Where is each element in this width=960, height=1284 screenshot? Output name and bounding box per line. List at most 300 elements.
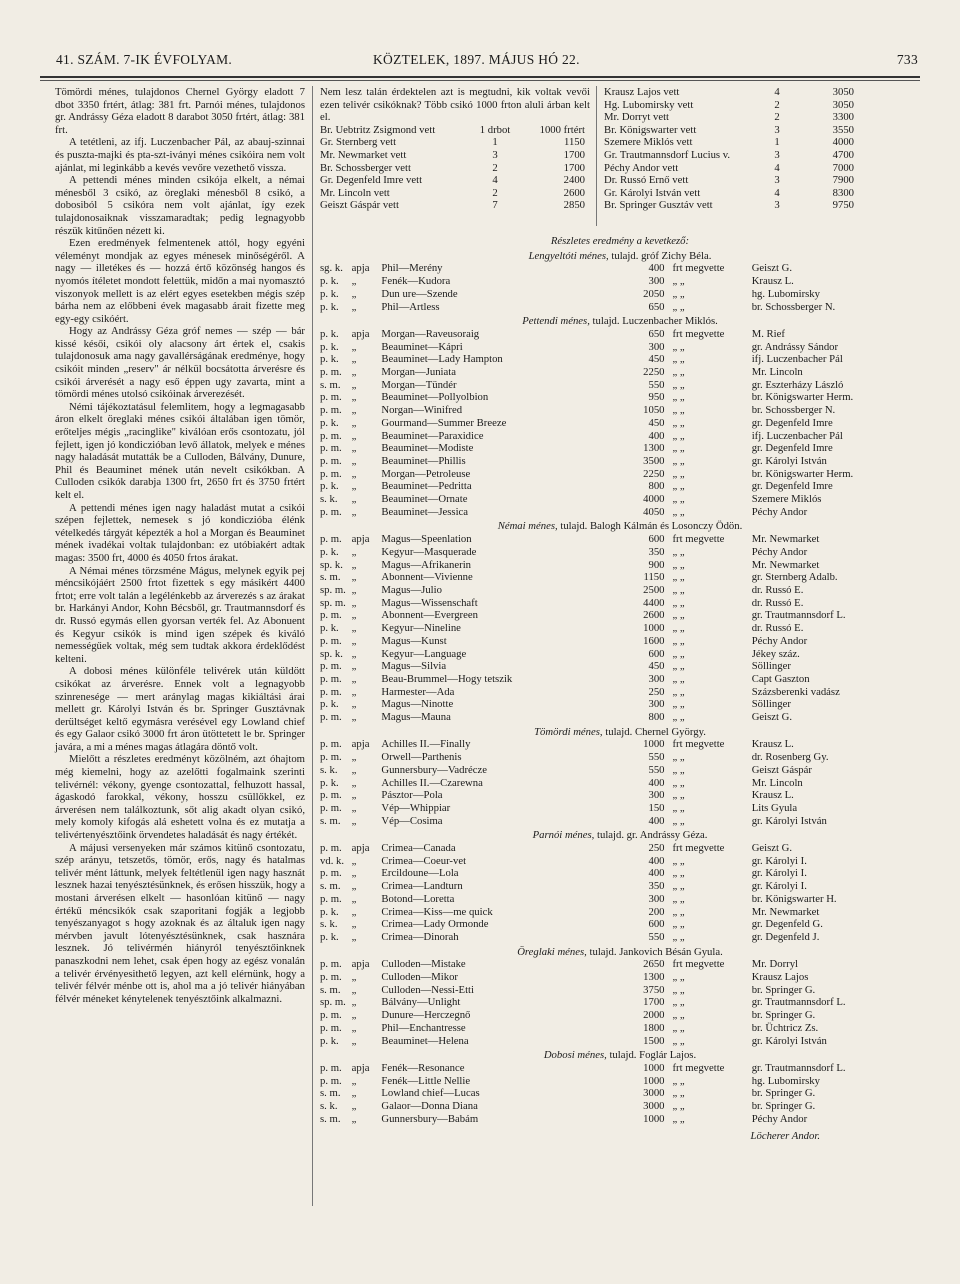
sale-sire-label: „ xyxy=(351,647,357,660)
sale-sire-label: „ xyxy=(351,698,357,711)
buyer-row xyxy=(320,149,590,162)
header-rule xyxy=(40,76,920,78)
sale-unit: „ „ xyxy=(672,391,685,404)
stud-name: Lengyeltóti ménes, xyxy=(528,249,609,262)
sale-row xyxy=(320,789,920,802)
sale-sire-label: „ xyxy=(351,558,357,571)
article-paragraph: Tömördi ménes, tulajdonos Chernel György eladott 7 dbot 3350 frtért, átlag: 381 frt. Parnói ménes, tulajdonos gr. Andrássy Géza eladott 8 darabot 3050 frtért, átlag: 381 frt. xyxy=(55,86,305,136)
sale-sex: p. m. xyxy=(320,1021,342,1034)
sale-horse: Beauminet—Ornate xyxy=(381,493,468,506)
sale-sex: p. m. xyxy=(320,892,342,905)
buyer-row xyxy=(320,136,590,149)
sale-buyer: Mr. Lincoln xyxy=(751,366,803,379)
sale-sex: s. m. xyxy=(320,378,341,391)
sale-horse: Morgan—Tündér xyxy=(381,378,457,391)
buyer-name: Hg. Lubomirsky vett xyxy=(604,98,694,111)
buyer-name: Geiszt Gáspár vett xyxy=(320,199,399,212)
sale-unit: „ „ xyxy=(672,776,685,789)
sale-sire-label: apja xyxy=(351,738,370,751)
sale-horse: Orwell—Parthenis xyxy=(381,751,462,764)
article-paragraph: A pettendi ménes igen nagy haladást mutat a csikói szépen fejlettek, nemesek s jó kondiczióba élénk vételkedés tárgyát képezték a hol a Morgan és Beauminet mének ivadékai voltak tulajdonban: ez utóbiakért adtak magas: 3500 frt, 4000 és 4050 frtos árakat. xyxy=(55,501,305,564)
sale-row xyxy=(320,275,920,288)
sale-sex: p. m. xyxy=(320,1009,342,1022)
sale-horse: Dunure—Herczegnő xyxy=(381,1009,471,1022)
sale-price: 1600 xyxy=(643,634,665,647)
sale-price: 4400 xyxy=(643,596,665,609)
sale-sire-label: „ xyxy=(351,340,357,353)
sale-row xyxy=(320,1087,920,1100)
buyer-total: 4000 xyxy=(832,136,854,149)
sale-unit: „ „ xyxy=(672,545,685,558)
sale-horse: Galaor—Donna Diana xyxy=(381,1100,478,1113)
sale-buyer: Szemere Miklós xyxy=(751,493,822,506)
sale-horse: Morgan—Juniata xyxy=(381,366,456,379)
sale-unit: „ „ xyxy=(672,892,685,905)
sale-sire-label: „ xyxy=(351,609,357,622)
sale-price: 400 xyxy=(648,429,665,442)
sale-sex: p. k. xyxy=(320,545,339,558)
sale-horse: Magus—Silvia xyxy=(381,660,447,673)
sale-unit: „ „ xyxy=(672,996,685,1009)
sale-unit: „ „ xyxy=(672,366,685,379)
sale-horse: Culloden—Mikor xyxy=(381,971,458,984)
sale-row xyxy=(320,533,920,546)
sale-buyer: gr. Károlyi István xyxy=(751,454,827,467)
sale-horse: Kegyur—Nineline xyxy=(381,622,461,635)
sale-row xyxy=(320,698,920,711)
sale-price: 450 xyxy=(648,416,665,429)
sale-price: 400 xyxy=(648,814,665,827)
sale-unit: „ „ xyxy=(672,867,685,880)
sale-row xyxy=(320,391,920,404)
sale-row xyxy=(320,971,920,984)
sale-sex: p. k. xyxy=(320,287,339,300)
buyer-row xyxy=(320,174,590,187)
sale-unit: „ „ xyxy=(672,287,685,300)
section-title xyxy=(320,726,920,739)
stud-sections xyxy=(320,250,920,1126)
buyer-count: 7 xyxy=(492,199,498,212)
sale-sex: s. m. xyxy=(320,983,341,996)
right-buyers-list xyxy=(604,86,864,212)
buyer-name: Mr. Lincoln vett xyxy=(320,186,390,199)
section-title xyxy=(320,250,920,263)
sale-sex: p. k. xyxy=(320,327,339,340)
sale-sire-label: „ xyxy=(351,378,357,391)
sale-horse: Abonnent—Vivienne xyxy=(381,571,473,584)
sale-sex: s. m. xyxy=(320,880,341,893)
sale-sire-label: „ xyxy=(351,454,357,467)
buyer-count: 2 xyxy=(492,161,498,174)
sale-row xyxy=(320,366,920,379)
buyer-row xyxy=(320,162,590,175)
sale-buyer: gr. Trautmannsdorf L. xyxy=(751,609,846,622)
sale-horse: Vép—Cosima xyxy=(381,814,443,827)
buyer-count: 3 xyxy=(774,148,780,161)
sale-sex: s. k. xyxy=(320,918,338,931)
sale-buyer: Geiszt G. xyxy=(751,842,793,855)
buyer-total: 3050 xyxy=(832,98,854,111)
sale-sire-label: „ xyxy=(351,854,357,867)
sale-buyer: Péchy Andor xyxy=(751,505,808,518)
sale-price: 900 xyxy=(648,558,665,571)
sale-price: 400 xyxy=(648,262,665,275)
sale-unit: „ „ xyxy=(672,789,685,802)
article-paragraph: A dobosi ménes különféle telivérek után küldött csikókat az árverésre. Ennek volt a legnagyobb szinrenesége — mert aránylag magas kikiáltási árai mellett gr. Károlyi István és br. Springer Gusztávnak derültséget keltő egymásra verésével egy Lowland chief és egy Galaor csikó 3000 frt áron ütöttetett le br. Springer javára, a mi a ménes magas átlagára döntő volt. xyxy=(55,665,305,753)
sale-unit: „ „ xyxy=(672,596,685,609)
sale-buyer: Jékey száz. xyxy=(751,647,800,660)
buyer-name: Br. Königswarter vett xyxy=(604,123,697,136)
sale-buyer: gr. Károlyi I. xyxy=(751,867,807,880)
sale-sire-label: „ xyxy=(351,1100,357,1113)
sale-row xyxy=(320,341,920,354)
sale-horse: Phil—Artless xyxy=(381,300,440,313)
sale-sex: p. m. xyxy=(320,711,342,724)
sale-unit: „ „ xyxy=(672,1034,685,1047)
sale-price: 4050 xyxy=(643,505,665,518)
buyer-row xyxy=(604,162,864,175)
sale-sex: p. m. xyxy=(320,685,342,698)
article-paragraph: A tetétleni, az ifj. Luczenbacher Pál, az abauj-szinnai és puszta-majki és pta-szt-iványi ménes csikóira nem volt ajánlat, mi leginkább a kevés vevőre vezethető vissza. xyxy=(55,136,305,174)
sale-unit: „ „ xyxy=(672,442,685,455)
section-title xyxy=(320,829,920,842)
sale-horse: Crimea—Lady Ormonde xyxy=(381,918,489,931)
sale-sex: p. m. xyxy=(320,1074,342,1087)
sale-price: 300 xyxy=(648,789,665,802)
buyer-total: 1700 xyxy=(563,148,585,161)
sale-sire-label: „ xyxy=(351,467,357,480)
sale-sex: p. k. xyxy=(320,300,339,313)
sale-row xyxy=(320,559,920,572)
sale-horse: Lowland chief—Lucas xyxy=(381,1087,480,1100)
sale-sire-label: „ xyxy=(351,983,357,996)
buyer-row xyxy=(320,199,590,212)
sale-buyer: br. Üchtricz Zs. xyxy=(751,1021,819,1034)
buyer-count: 3 xyxy=(492,148,498,161)
sale-horse: Magus—Speenlation xyxy=(381,533,472,546)
sale-sire-label: „ xyxy=(351,571,357,584)
sale-unit: „ „ xyxy=(672,647,685,660)
sale-sire-label: „ xyxy=(351,429,357,442)
sale-buyer: dr. Russó E. xyxy=(751,622,804,635)
buyer-row xyxy=(604,111,864,124)
sale-sire-label: „ xyxy=(351,480,357,493)
sale-sire-label: „ xyxy=(351,545,357,558)
sale-horse: Gunnersbury—Babám xyxy=(381,1112,479,1125)
sale-horse: Bálvány—Unlight xyxy=(381,996,461,1009)
article-paragraph: A májusi versenyeken már számos kitünő csontozatu, szép arányu, tetszetős, tömör, erős, nagy és hatalmas telivér mént láttunk, melyek feltétlenül igen nagy hasznát lesznek hazai tenyésztésünknek, és erősen hisszük, hogy a mostani árverésen elkelt — hasonlóan kitünő — nagy értékű méncsikók csak szaporitani fogják a legjobb tenyészanyagot s hogy azoknak és az általuk igen nagy mérvben javult lótenyésztésünknek, csak hasznára lesznek. Jó telivérmén hiányról tenyésztőinknek panaszkodni nem lehet, csak épen hogy az egész vonalán a telivér érvényesithető legyen, azt kell elérnünk, hogy a telivér félvér ménbe ott is, ahol ma a jó telivér hiányában félvér méneket kénytelenek tenyésztőink alkalmazni. xyxy=(55,841,305,1005)
sale-price: 1800 xyxy=(643,1021,665,1034)
buyer-total: 3050 xyxy=(832,86,854,98)
buyer-row xyxy=(604,187,864,200)
sale-sex: p. m. xyxy=(320,391,342,404)
sale-sex: sp. m. xyxy=(320,583,346,596)
sale-sex: p. m. xyxy=(320,505,342,518)
sale-buyer: gr. Degenfeld J. xyxy=(751,930,820,943)
sale-horse: Fenék—Resonance xyxy=(381,1062,465,1074)
left-column-article xyxy=(55,86,305,1005)
sale-sex: p. k. xyxy=(320,353,339,366)
sale-unit: „ „ xyxy=(672,493,685,506)
sale-buyer: gr. Károlyi I. xyxy=(751,854,807,867)
sale-buyer: Krausz L. xyxy=(751,738,794,751)
sale-unit: „ „ xyxy=(672,1074,685,1087)
sale-sire-label: „ xyxy=(351,867,357,880)
sale-sire-label: „ xyxy=(351,1009,357,1022)
sale-row xyxy=(320,673,920,686)
sale-row xyxy=(320,996,920,1009)
sale-row xyxy=(320,262,920,275)
sale-sire-label: apja xyxy=(351,327,370,340)
buyer-total: 7000 xyxy=(832,161,854,174)
sale-horse: Magus—Kunst xyxy=(381,634,447,647)
buyer-name: Gr. Sternberg vett xyxy=(320,136,397,149)
sale-buyer: ifj. Luczenbacher Pál xyxy=(751,429,843,442)
sale-price: 450 xyxy=(648,660,665,673)
sale-price: 400 xyxy=(648,776,665,789)
sale-sire-label: „ xyxy=(351,287,357,300)
publication-date: KÖZTELEK, 1897. MÁJUS HÓ 22. xyxy=(373,52,580,67)
sale-buyer: br. Königswarter Herm. xyxy=(751,391,854,404)
sale-sire-label: „ xyxy=(351,685,357,698)
buyer-count: 3 xyxy=(774,123,780,136)
sale-horse: Achilles II.—Finally xyxy=(381,738,471,751)
sale-sex: p. m. xyxy=(320,751,342,764)
sale-unit: frt megvette xyxy=(672,262,725,275)
sale-price: 2600 xyxy=(643,609,665,622)
sale-sire-label: „ xyxy=(351,996,357,1009)
sale-sex: p. m. xyxy=(320,429,342,442)
sale-unit: „ „ xyxy=(672,571,685,584)
sale-sex: p. m. xyxy=(320,738,342,751)
sale-sire-label: „ xyxy=(351,660,357,673)
section-title xyxy=(320,946,920,959)
sale-row xyxy=(320,404,920,417)
sale-row xyxy=(320,958,920,971)
sale-sire-label: „ xyxy=(351,583,357,596)
buyer-row xyxy=(320,187,590,200)
sale-sex: s. k. xyxy=(320,1100,338,1113)
sale-unit: frt megvette xyxy=(672,738,725,751)
sale-price: 2250 xyxy=(643,467,665,480)
sale-horse: Norgan—Winifred xyxy=(381,404,463,417)
sale-horse: Gunnersbury—Vadrécze xyxy=(381,763,488,776)
sale-unit: „ „ xyxy=(672,505,685,518)
sale-row xyxy=(320,1075,920,1088)
article-paragraph: A Némai ménes törzsméne Mágus, melynek egyik pej méncsikójáért 2500 frtot fizettek s egy másikért 4400 frtot; erre volt talán a legélénkebb az árverezés s az árakat br. Harkányi Andor, Kohn Bécsből, gr. Trautmannsdorf és dr. Russó egymás ellen gyorsan verték fel. Az Abonuent és Kegyur csikók is mind igen szépek és kiváló nemességűek voltak, még sem tudtak akkora érdeklődést kelteni. xyxy=(55,564,305,665)
stud-name: Parnói ménes, xyxy=(532,829,595,842)
sale-row xyxy=(320,288,920,301)
sale-buyer: Lits Gyula xyxy=(751,801,798,814)
sale-sire-label: „ xyxy=(351,880,357,893)
sale-buyer: Geiszt Gáspár xyxy=(751,763,812,776)
sale-sire-label: „ xyxy=(351,275,357,288)
buyer-count: 2 xyxy=(492,186,498,199)
stud-name: Némai ménes, xyxy=(497,520,558,533)
sale-horse: Magus—Mauna xyxy=(381,711,451,724)
sale-buyer: gr. Károlyi István xyxy=(751,1034,827,1047)
sale-unit: „ „ xyxy=(672,429,685,442)
sale-price: 3750 xyxy=(643,983,665,996)
article-paragraph: Ezen eredmények felmentenek attól, hogy egyéni véleményt mondjak az egyes ménesek minőségéről. A nagy — illetékes és — hozzá értő közönség hangos és nyomós ítéletet mondott felettük, midőn a mai nyomasztó viszonyok mellett is az elért egyes esetekben mégis szép bárha nem az előbbeni évek magasabb árait fizette meg egy-egy csikóért. xyxy=(55,237,305,325)
sale-horse: Crimea—Canada xyxy=(381,842,456,855)
sale-buyer: br. Springer G. xyxy=(751,983,816,996)
buyer-total: 3550 xyxy=(832,123,854,136)
section-title xyxy=(320,520,920,533)
sale-row xyxy=(320,442,920,455)
sale-sex: p. k. xyxy=(320,480,339,493)
buyer-row xyxy=(604,199,864,212)
sale-price: 4000 xyxy=(643,493,665,506)
sale-unit: „ „ xyxy=(672,672,685,685)
sale-price: 300 xyxy=(648,275,665,288)
sale-buyer: Söllinger xyxy=(751,660,791,673)
sale-row xyxy=(320,1100,920,1113)
sale-unit: „ „ xyxy=(672,634,685,647)
sale-sire-label: apja xyxy=(351,533,370,546)
sale-buyer: br. Springer G. xyxy=(751,1087,816,1100)
sale-row xyxy=(320,842,920,855)
sale-horse: Crimea—Kiss—me quick xyxy=(381,905,493,918)
sale-unit: „ „ xyxy=(672,1100,685,1113)
stud-name: Dobosi ménes, xyxy=(543,1049,607,1062)
sale-buyer: dr. Russó E. xyxy=(751,596,804,609)
sale-unit: „ „ xyxy=(672,801,685,814)
sale-buyer: br. Königswarter H. xyxy=(751,892,837,905)
buyer-count: 1 xyxy=(492,136,498,149)
detailed-results xyxy=(320,233,920,1142)
sale-price: 350 xyxy=(648,880,665,893)
sale-sire-label: apja xyxy=(351,958,370,971)
sale-horse: Achilles II.—Czarewna xyxy=(381,776,483,789)
sale-buyer: M. Rief xyxy=(751,327,785,340)
sale-row xyxy=(320,506,920,519)
sale-row xyxy=(320,609,920,622)
sale-sire-label: „ xyxy=(351,971,357,984)
sale-sex: p. m. xyxy=(320,867,342,880)
sale-unit: „ „ xyxy=(672,378,685,391)
sale-sire-label: „ xyxy=(351,789,357,802)
sale-row xyxy=(320,1022,920,1035)
buyer-count: 4 xyxy=(774,86,780,98)
sale-horse: Kegyur—Masquerade xyxy=(381,545,477,558)
sale-buyer: Krausz L. xyxy=(751,275,794,288)
sale-price: 200 xyxy=(648,905,665,918)
sale-sex: s. m. xyxy=(320,1087,341,1100)
sale-horse: Morgan—Petroleuse xyxy=(381,467,471,480)
sale-sex: s. m. xyxy=(320,814,341,827)
sale-row xyxy=(320,353,920,366)
sale-sex: p. k. xyxy=(320,905,339,918)
sale-unit: „ „ xyxy=(672,353,685,366)
sale-row xyxy=(320,984,920,997)
sale-price: 550 xyxy=(648,751,665,764)
sale-sex: p. k. xyxy=(320,622,339,635)
sale-price: 2250 xyxy=(643,366,665,379)
sale-price: 2050 xyxy=(643,287,665,300)
sale-unit: „ „ xyxy=(672,1021,685,1034)
sale-horse: Beauminet—Pollyolbion xyxy=(381,391,489,404)
sale-unit: „ „ xyxy=(672,275,685,288)
sale-horse: Abonnent—Evergreen xyxy=(381,609,478,622)
stud-name: Pettendi ménes, xyxy=(522,315,590,328)
sale-horse: Beauminet—Jessica xyxy=(381,505,469,518)
sale-sex: p. m. xyxy=(320,842,342,855)
sale-sire-label: „ xyxy=(351,1112,357,1125)
buyer-count: 2 xyxy=(774,98,780,111)
sale-unit: frt megvette xyxy=(672,327,725,340)
stud-owner: tulajd. Jankovich Bésán Gyula. xyxy=(589,945,723,958)
sale-sex: p. m. xyxy=(320,660,342,673)
sale-sire-label: „ xyxy=(351,505,357,518)
sale-buyer: gr. Degenfeld Imre xyxy=(751,416,833,429)
sale-row xyxy=(320,880,920,893)
sale-unit: „ „ xyxy=(672,880,685,893)
sale-horse: Beauminet—Modiste xyxy=(381,442,474,455)
sale-horse: Botond—Loretta xyxy=(381,892,455,905)
sale-price: 1000 xyxy=(643,1074,665,1087)
sale-unit: „ „ xyxy=(672,814,685,827)
buyer-total: 1700 xyxy=(563,161,585,174)
sale-horse: Morgan—Raveusoraig xyxy=(381,327,480,340)
sale-sire-label: „ xyxy=(351,892,357,905)
sale-price: 1300 xyxy=(643,442,665,455)
issue-number: 41. SZÁM. 7-IK ÉVFOLYAM. xyxy=(56,52,233,67)
sale-sire-label: „ xyxy=(351,391,357,404)
sale-price: 1000 xyxy=(643,622,665,635)
sale-price: 1000 xyxy=(643,738,665,751)
sale-sire-label: „ xyxy=(351,1074,357,1087)
sale-sire-label: „ xyxy=(351,930,357,943)
sale-row xyxy=(320,468,920,481)
page-header xyxy=(38,52,918,72)
sale-row xyxy=(320,893,920,906)
sale-unit: „ „ xyxy=(672,854,685,867)
sale-price: 550 xyxy=(648,930,665,943)
buyer-row xyxy=(320,124,590,137)
sale-sire-label: „ xyxy=(351,776,357,789)
sale-unit: „ „ xyxy=(672,583,685,596)
sale-horse: Crimea—Coeur-vet xyxy=(381,854,467,867)
sale-buyer: dr. Russó E. xyxy=(751,583,804,596)
sale-horse: Crimea—Dinorah xyxy=(381,930,459,943)
sale-row xyxy=(320,660,920,673)
sale-sire-label: „ xyxy=(351,634,357,647)
sale-horse: Phil—Merény xyxy=(381,262,443,275)
sale-sire-label: „ xyxy=(351,763,357,776)
sale-price: 2650 xyxy=(643,958,665,971)
sale-sex: p. m. xyxy=(320,801,342,814)
sale-unit: „ „ xyxy=(672,622,685,635)
sale-unit: „ „ xyxy=(672,971,685,984)
sale-sire-label: „ xyxy=(351,1021,357,1034)
sale-unit: „ „ xyxy=(672,404,685,417)
buyer-total: 7900 xyxy=(832,174,854,187)
buyer-total: 8300 xyxy=(832,186,854,199)
sale-row xyxy=(320,802,920,815)
sale-unit: „ „ xyxy=(672,1009,685,1022)
sale-row xyxy=(320,1009,920,1022)
sale-price: 950 xyxy=(648,391,665,404)
buyers-intro: Nem lesz talán érdektelen azt is megtudni, kik voltak vevői ezen telivér csikóknak? Több csikó 1000 frton aluli árban kelt el. xyxy=(320,86,590,124)
sale-row xyxy=(320,711,920,724)
sale-buyer: gr. Degenfeld Imre xyxy=(751,480,833,493)
sale-row xyxy=(320,571,920,584)
sale-sire-label: „ xyxy=(351,672,357,685)
buyer-total: 2850 xyxy=(563,199,585,212)
sale-price: 400 xyxy=(648,854,665,867)
buyer-count: 1 drbot xyxy=(479,123,511,136)
